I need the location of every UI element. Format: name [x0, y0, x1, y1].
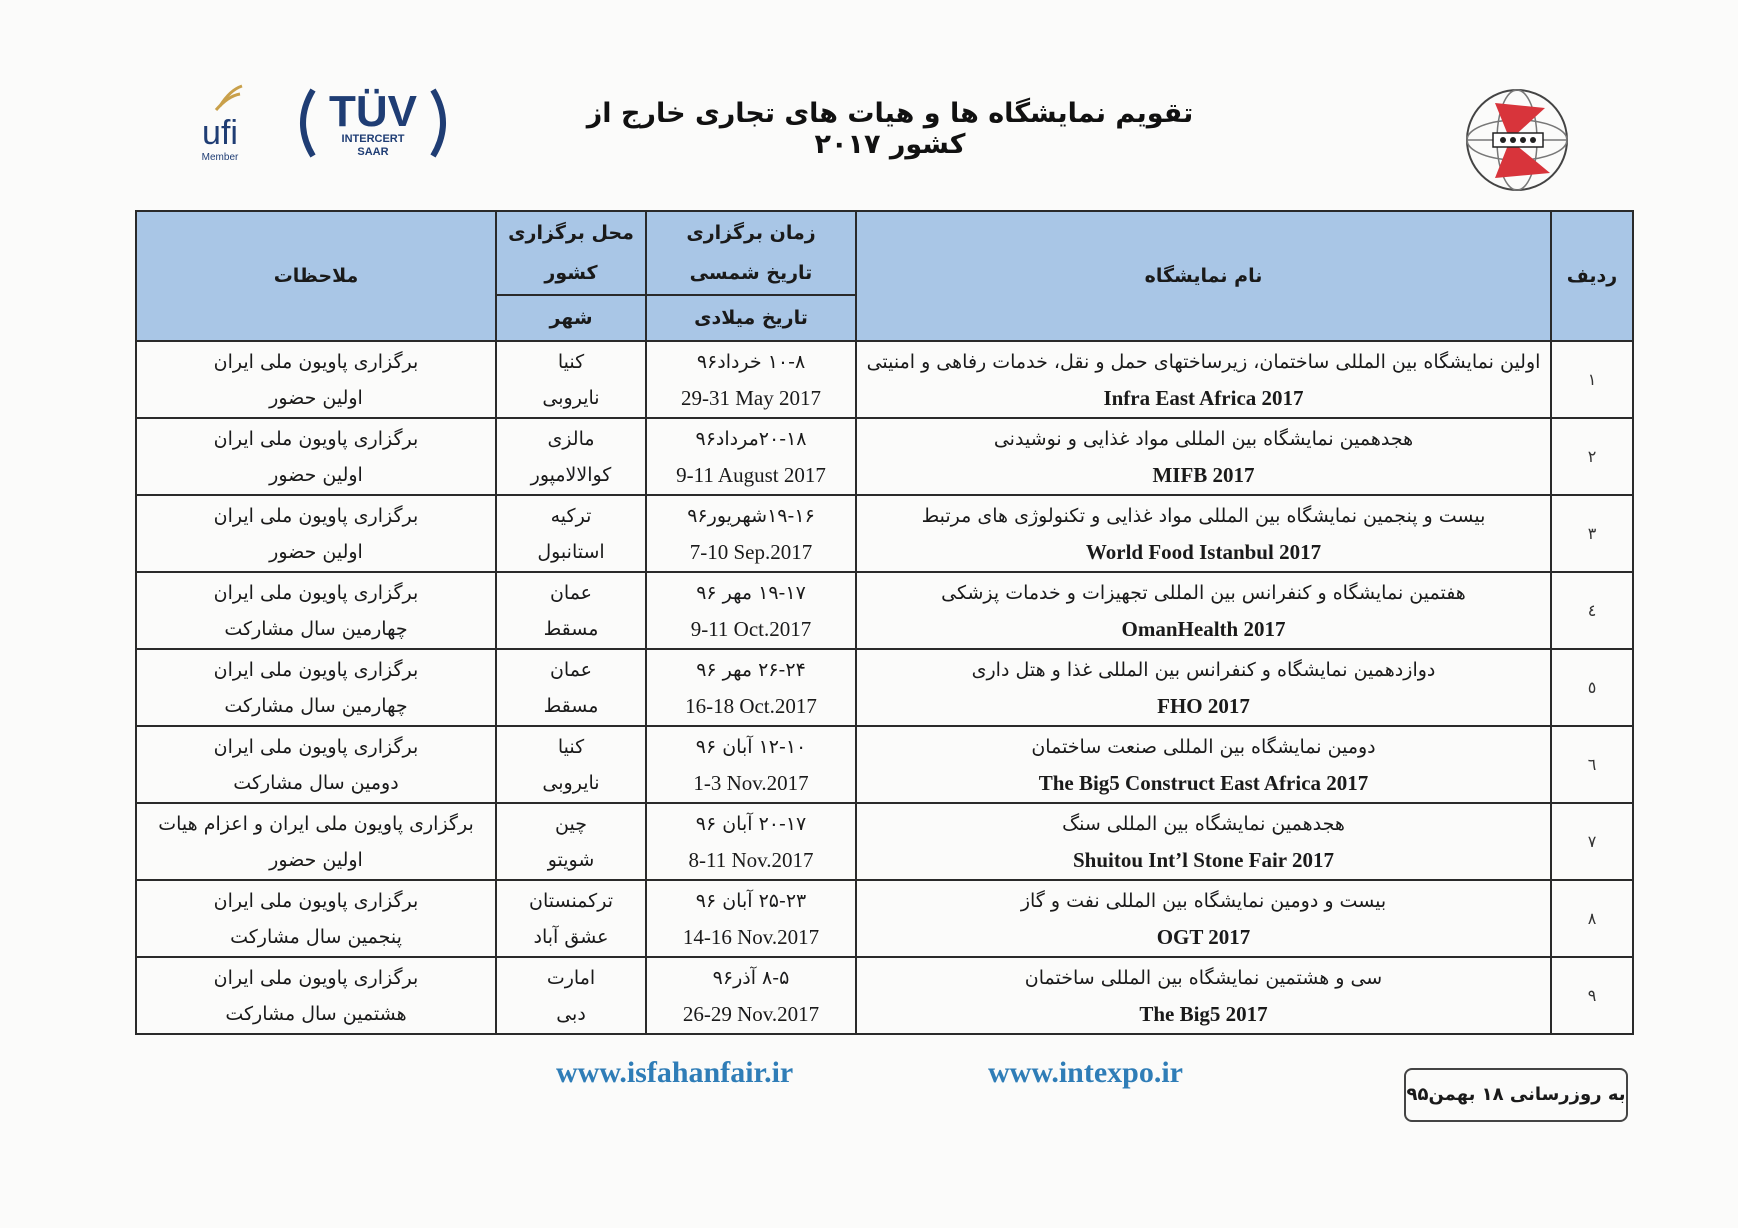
row-index: ٤ [1551, 572, 1633, 649]
note-line-1: برگزاری پاویون ملی ایران [213, 504, 419, 527]
date-cell [646, 341, 856, 418]
exhibition-name-cell [856, 880, 1551, 957]
header-name: نام نمایشگاه [856, 211, 1551, 341]
table-row [136, 649, 1633, 726]
exhibition-name-en: MIFB 2017 [1152, 462, 1255, 487]
exhibition-name-cell [856, 803, 1551, 880]
ufi-logo-sub: Member [201, 152, 239, 163]
exhibition-name-fa: هجدهمین نمایشگاه بین المللی مواد غذایی و نوشیدنی [993, 427, 1414, 450]
country: ترکیه [550, 504, 592, 527]
date-shamsi: ۲۶-۲۴ مهر ۹۶ [696, 658, 806, 681]
exhibition-name-en: The Big5 2017 [1139, 1001, 1268, 1026]
date-miladi: 9-11 August 2017 [676, 462, 826, 487]
header-place-group: محل برگزاری [508, 222, 634, 244]
country: ترکمنستان [529, 889, 613, 912]
date-miladi: 16-18 Oct.2017 [685, 693, 817, 718]
table-row [136, 957, 1633, 1034]
header-time [646, 211, 856, 295]
header-city: شهر [496, 295, 646, 341]
table-row [136, 880, 1633, 957]
exhibition-name-cell [856, 572, 1551, 649]
isfahan-fair-logo [1455, 78, 1585, 208]
exhibition-name-cell [856, 418, 1551, 495]
exhibition-name-en: World Food Istanbul 2017 [1085, 539, 1322, 564]
row-index: ۳ [1551, 495, 1633, 572]
header-row-no: ردیف [1551, 211, 1633, 341]
country: مالزی [547, 427, 595, 450]
city: شویتو [547, 848, 595, 871]
table-row [136, 495, 1633, 572]
notes-cell [136, 726, 496, 803]
date-miladi: 29-31 May 2017 [681, 385, 821, 410]
header-place [496, 211, 646, 295]
row-index: ۹ [1551, 957, 1633, 1034]
location-cell [496, 572, 646, 649]
location-cell [496, 880, 646, 957]
date-cell [646, 418, 856, 495]
exhibition-name-en: FHO 2017 [1157, 693, 1250, 718]
location-cell [496, 649, 646, 726]
country: عمان [549, 658, 593, 681]
exhibition-name-en: The Big5 Construct East Africa 2017 [1038, 770, 1369, 795]
exhibition-name-cell [856, 649, 1551, 726]
date-cell [646, 880, 856, 957]
row-index: ٦ [1551, 726, 1633, 803]
exhibition-name-fa: بیست و دومین نمایشگاه بین المللی نفت و گاز [1020, 889, 1387, 912]
date-miladi: 7-10 Sep.2017 [689, 539, 813, 564]
website-intexpo-link[interactable]: www.intexpo.ir [988, 1056, 1183, 1089]
note-line-2: اولین حضور [269, 386, 363, 409]
city: نایروبی [542, 771, 600, 794]
notes-cell [136, 880, 496, 957]
notes-cell [136, 803, 496, 880]
header-date-shamsi: تاریخ شمسی [689, 262, 813, 284]
date-shamsi: ۱۹-۱۶شهریور۹۶ [687, 504, 815, 527]
date-shamsi: ۱۰-۸ خرداد۹۶ [696, 350, 806, 373]
city: استانبول [537, 540, 605, 563]
date-miladi: 8-11 Nov.2017 [688, 847, 814, 872]
location-cell [496, 957, 646, 1034]
date-shamsi: ۱۹-۱۷ مهر ۹۶ [696, 581, 806, 604]
date-shamsi: ۲۵-۲۳ آبان ۹۶ [695, 889, 807, 912]
note-line-1: برگزاری پاویون ملی ایران [213, 966, 419, 989]
exhibition-name-fa: هجدهمین نمایشگاه بین المللی سنگ [1062, 812, 1345, 835]
website-isfahanfair-link[interactable]: www.isfahanfair.ir [556, 1056, 794, 1089]
country: امارت [546, 966, 596, 989]
note-line-1: برگزاری پاویون ملی ایران [213, 889, 419, 912]
city: مسقط [543, 694, 599, 717]
date-cell [646, 726, 856, 803]
country: کنیا [557, 350, 585, 373]
note-line-2: چهارمین سال مشارکت [224, 617, 408, 640]
row-index: ٥ [1551, 649, 1633, 726]
exhibition-name-fa: بیست و پنجمین نمایشگاه بین المللی مواد غذایی و تکنولوژی های مرتبط [921, 504, 1486, 527]
note-line-2: دومین سال مشارکت [233, 771, 399, 794]
city: عشق آباد [533, 925, 609, 948]
country: چین [555, 812, 587, 835]
city: دبی [556, 1002, 586, 1025]
location-cell [496, 341, 646, 418]
note-line-2: اولین حضور [269, 540, 363, 563]
note-line-1: برگزاری پاویون ملی ایران [213, 350, 419, 373]
page-title: تقویم نمایشگاه ها و هیات های تجاری خارج از کشور ۲۰۱۷ [586, 98, 1194, 160]
note-line-1: برگزاری پاویون ملی ایران و اعزام هیات [158, 812, 474, 835]
note-line-2: اولین حضور [269, 848, 363, 871]
exhibition-name-cell [856, 495, 1551, 572]
table-row [136, 572, 1633, 649]
note-line-1: برگزاری پاویون ملی ایران [213, 427, 419, 450]
date-shamsi: ۱۲-۱۰ آبان ۹۶ [695, 735, 807, 758]
location-cell [496, 418, 646, 495]
note-line-1: برگزاری پاویون ملی ایران [213, 658, 419, 681]
tuv-logo-text: TÜV [329, 87, 417, 136]
exhibition-name-en: OGT 2017 [1156, 924, 1251, 949]
exhibition-name-cell [856, 726, 1551, 803]
header-country: کشور [544, 262, 598, 284]
tuv-logo-sub1: INTERCERT [341, 133, 405, 145]
row-index: ۸ [1551, 880, 1633, 957]
location-cell [496, 803, 646, 880]
date-cell [646, 572, 856, 649]
table-row [136, 726, 1633, 803]
header-time-group: زمان برگزاری [686, 222, 816, 244]
location-cell [496, 726, 646, 803]
city: نایروبی [542, 386, 600, 409]
note-line-1: برگزاری پاویون ملی ایران [213, 735, 419, 758]
exhibition-name-en: Infra East Africa 2017 [1103, 385, 1304, 410]
date-shamsi: ۲۰-۱۸مرداد۹۶ [695, 427, 807, 450]
date-shamsi: ۲۰-۱۷ آبان ۹۶ [695, 812, 807, 835]
exhibition-name-fa: هفتمین نمایشگاه و کنفرانس بین المللی تجهیزات و خدمات پزشکی [941, 581, 1466, 604]
tuv-logo-sub2: SAAR [357, 146, 389, 158]
date-cell [646, 649, 856, 726]
exhibition-name-cell [856, 341, 1551, 418]
notes-cell [136, 649, 496, 726]
country: کنیا [557, 735, 585, 758]
table-row [136, 418, 1633, 495]
date-cell [646, 803, 856, 880]
date-miladi: 26-29 Nov.2017 [682, 1001, 820, 1026]
location-cell [496, 495, 646, 572]
notes-cell [136, 418, 496, 495]
table-row [136, 341, 1633, 418]
exhibition-name-fa: سی و هشتمین نمایشگاه بین المللی ساختمان [1024, 966, 1383, 989]
city: کوالالامپور [530, 463, 612, 486]
table-row [136, 803, 1633, 880]
note-line-1: برگزاری پاویون ملی ایران [213, 581, 419, 604]
exhibition-name-fa: اولین نمایشگاه بین المللی ساختمان، زیرساختهای حمل و نقل، خدمات رفاهی و امنیتی [866, 350, 1541, 373]
country: عمان [549, 581, 593, 604]
notes-cell [136, 341, 496, 418]
notes-cell [136, 572, 496, 649]
exhibition-name-en: OmanHealth 2017 [1121, 616, 1286, 641]
ufi-logo [190, 76, 250, 166]
ufi-logo-text: ufi [202, 114, 238, 152]
row-index: ۱ [1551, 341, 1633, 418]
note-line-2: هشتمین سال مشارکت [225, 1002, 407, 1025]
exhibition-name-en: Shuitou Int’l Stone Fair 2017 [1073, 847, 1334, 872]
notes-cell [136, 957, 496, 1034]
date-miladi: 14-16 Nov.2017 [682, 924, 820, 949]
note-line-2: پنجمین سال مشارکت [230, 925, 402, 948]
exhibition-name-fa: دومین نمایشگاه بین المللی صنعت ساختمان [1031, 735, 1376, 758]
date-miladi: 1-3 Nov.2017 [693, 770, 809, 795]
date-cell [646, 495, 856, 572]
header-notes: ملاحظات [136, 211, 496, 341]
exhibition-name-cell [856, 957, 1551, 1034]
exhibition-name-fa: دوازدهمین نمایشگاه و کنفرانس بین المللی غذا و هتل داری [971, 658, 1436, 681]
city: مسقط [543, 617, 599, 640]
date-shamsi: ۸-۵ آذر۹۶ [712, 966, 790, 989]
row-index: ۷ [1551, 803, 1633, 880]
notes-cell [136, 495, 496, 572]
tuv-logo [288, 78, 458, 168]
date-cell [646, 957, 856, 1034]
row-index: ۲ [1551, 418, 1633, 495]
note-line-2: چهارمین سال مشارکت [224, 694, 408, 717]
update-note: به روزرسانی ۱۸ بهمن۹۵ [1404, 1068, 1628, 1122]
date-miladi: 9-11 Oct.2017 [690, 616, 812, 641]
header-date-miladi: تاریخ میلادی [646, 295, 856, 341]
note-line-2: اولین حضور [269, 463, 363, 486]
exhibition-calendar-table [135, 210, 1634, 1035]
